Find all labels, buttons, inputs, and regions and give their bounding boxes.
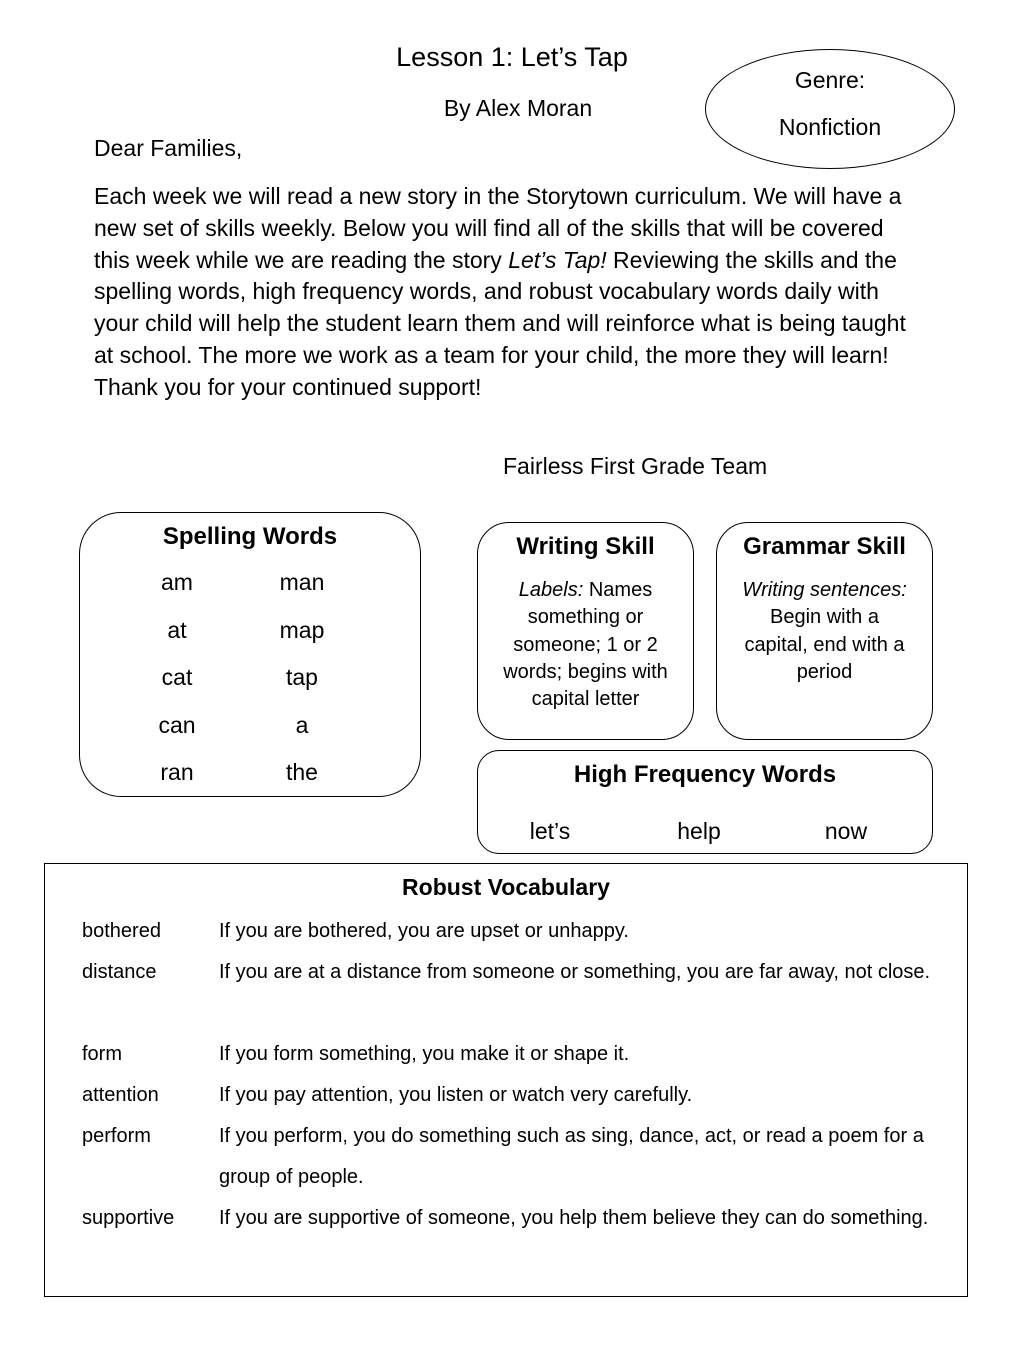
spelling-word: ran xyxy=(160,759,194,785)
spelling-word: am xyxy=(161,569,193,595)
story-title: Let’s Tap! xyxy=(508,246,607,273)
spelling-word: cat xyxy=(161,664,193,690)
vocab-definition: If you are supportive of someone, you help them believe they can do something. xyxy=(219,1207,929,1229)
high-frequency-word: let’s xyxy=(529,818,571,844)
vocab-definition: If you pay attention, you listen or watch very carefully. xyxy=(219,1084,693,1106)
high-frequency-word: help xyxy=(677,818,721,844)
spelling-word: tap xyxy=(286,664,318,690)
spelling-word: can xyxy=(158,712,196,738)
spelling-word: a xyxy=(295,712,309,738)
grammar-skill-box xyxy=(716,522,933,740)
genre-badge xyxy=(705,49,955,169)
writing-skill-box xyxy=(477,522,694,740)
robust-vocabulary-title: Robust Vocabulary xyxy=(402,874,610,900)
robust-vocabulary-box xyxy=(44,863,968,1297)
writing-skill-term: Labels: xyxy=(518,579,584,601)
spelling-words-box xyxy=(79,512,421,797)
grammar-skill-term: Writing sentences: xyxy=(742,579,907,601)
vocab-term: perform xyxy=(82,1125,151,1147)
genre-value: Nonfiction xyxy=(778,114,882,140)
vocab-term: supportive xyxy=(82,1207,175,1229)
high-frequency-word: now xyxy=(824,818,868,844)
high-frequency-words-box xyxy=(477,750,933,854)
spelling-word: the xyxy=(286,759,318,785)
letter-greeting: Dear Families, xyxy=(94,135,243,161)
vocab-definition: If you are bothered, you are upset or unhappy. xyxy=(219,920,629,942)
writing-skill-title: Writing Skill xyxy=(516,533,655,560)
spelling-word: at xyxy=(167,617,187,643)
genre-label: Genre: xyxy=(794,67,866,93)
grammar-skill-text: Writing sentences: Begin with a capital, end with a period xyxy=(742,579,907,683)
spelling-word: map xyxy=(279,617,325,643)
vocab-definition: If you are at a distance from someone or something, you are far away, not close. xyxy=(219,961,931,983)
vocab-term: attention xyxy=(82,1084,159,1106)
writing-skill-text: Labels: Names something or someone; 1 or 2 words; begins with capital letter xyxy=(503,579,668,711)
letter-body-part1: Each week we will read a new story in the Storytown curriculum. We will have a new set of skills weekly. Below you will find all of the skills that will be covered this week while we are reading the story xyxy=(94,183,902,273)
lesson-title: Lesson 1: Let’s Tap xyxy=(396,42,628,72)
spelling-words-title: Spelling Words xyxy=(162,523,338,550)
letter-body xyxy=(94,181,924,404)
grammar-skill-title: Grammar Skill xyxy=(743,533,906,560)
letter-signoff: Fairless First Grade Team xyxy=(503,453,768,479)
spelling-word: man xyxy=(279,569,325,595)
author-byline: By Alex Moran xyxy=(443,95,593,121)
high-frequency-words-title: High Frequency Words xyxy=(573,761,837,788)
vocab-term: bothered xyxy=(82,920,161,942)
vocab-definition: If you perform, you do something such as sing, dance, act, or read a poem for a group of people. xyxy=(219,1125,924,1188)
letter-body-part2: Reviewing the skills and the spelling words, high frequency words, and robust vocabulary words daily with your child will help the student learn them and will reinforce what is being taught at school. The more we work as a team for your child, the more they will learn! Thank you for your continued support! xyxy=(94,246,906,400)
vocab-definition: If you form something, you make it or shape it. xyxy=(219,1043,630,1065)
vocab-term: distance xyxy=(82,961,157,983)
vocab-term: form xyxy=(82,1043,122,1065)
